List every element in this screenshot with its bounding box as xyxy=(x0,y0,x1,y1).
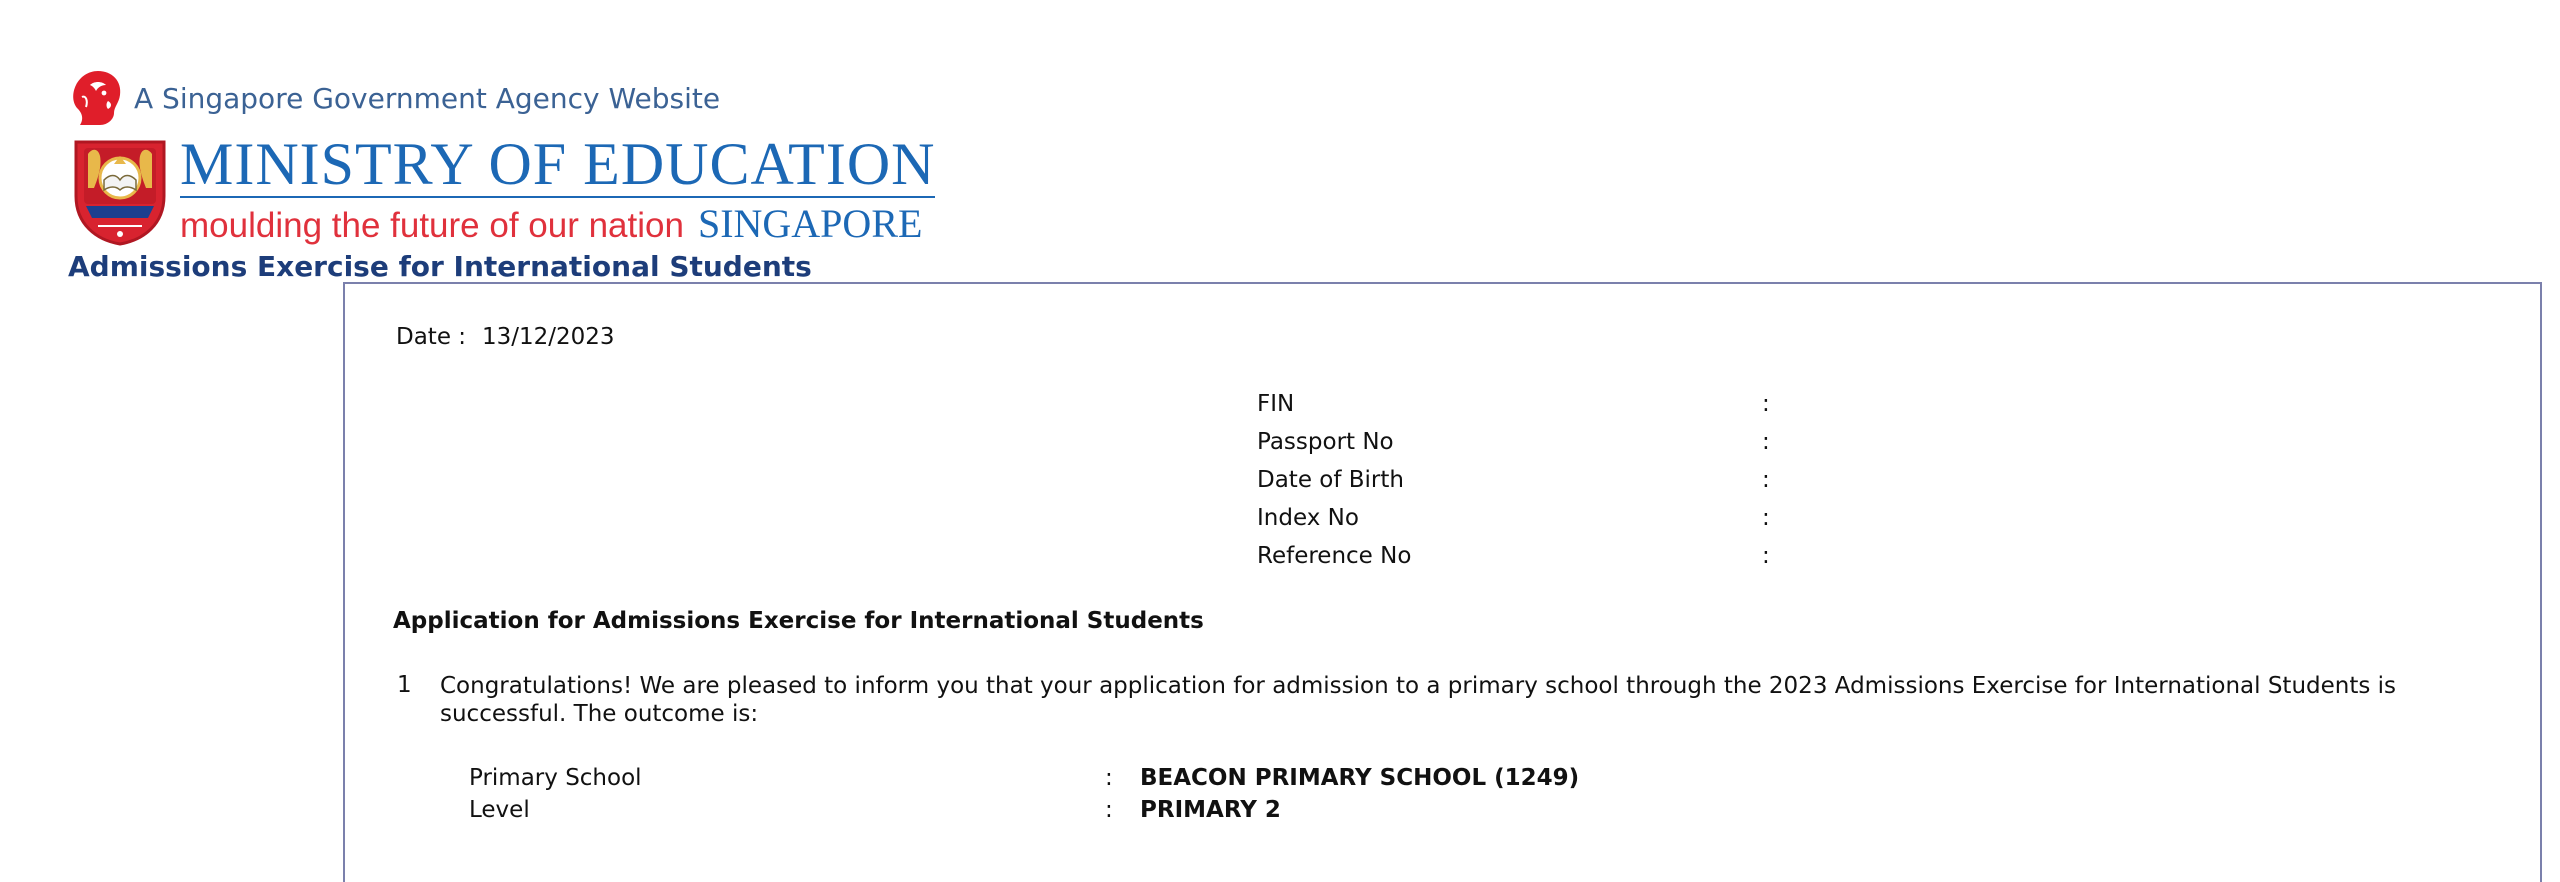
congratulations-paragraph: Congratulations! We are pleased to inform you that your application for admission to a primary school through the 2023 Admissions Exercise for International Students is successful. The outcome is: xyxy=(440,673,2397,727)
index-no-separator: : xyxy=(1762,505,1770,531)
date-label: Date : xyxy=(396,324,467,350)
primary-school-label: Primary School xyxy=(469,765,642,791)
date-of-birth-label: Date of Birth xyxy=(1257,467,1404,493)
date-value: 13/12/2023 xyxy=(482,324,615,350)
date-of-birth-separator: : xyxy=(1762,467,1770,493)
reference-no-separator: : xyxy=(1762,543,1770,569)
ministry-tagline: moulding the future of our nation xyxy=(180,206,684,245)
level-label: Level xyxy=(469,797,530,823)
reference-no-label: Reference No xyxy=(1257,543,1412,569)
moe-wordmark xyxy=(180,131,936,247)
moe-crest-icon xyxy=(68,134,172,246)
page-heading: Admissions Exercise for International Students xyxy=(68,250,812,283)
gov-agency-bar xyxy=(68,66,720,130)
gov-agency-text: A Singapore Government Agency Website xyxy=(134,81,721,115)
level-value: PRIMARY 2 xyxy=(1140,797,1281,823)
singapore-lion-head-icon xyxy=(68,67,124,129)
moe-logo xyxy=(68,131,936,247)
fin-label: FIN xyxy=(1257,391,1295,417)
passport-no-separator: : xyxy=(1762,429,1770,455)
primary-school-separator: : xyxy=(1105,765,1113,791)
index-no-label: Index No xyxy=(1257,505,1359,531)
fin-separator: : xyxy=(1762,391,1770,417)
ministry-title: MINISTRY OF EDUCATION xyxy=(180,131,936,197)
level-separator: : xyxy=(1105,797,1113,823)
primary-school-value: BEACON PRIMARY SCHOOL (1249) xyxy=(1140,765,1580,791)
letter-subject: Application for Admissions Exercise for International Students xyxy=(393,608,1204,634)
ministry-country: SINGAPORE xyxy=(697,201,923,246)
ministry-subline xyxy=(180,200,935,247)
passport-no-label: Passport No xyxy=(1257,429,1394,455)
letter-container xyxy=(343,282,2542,882)
paragraph-number: 1 xyxy=(397,672,412,698)
